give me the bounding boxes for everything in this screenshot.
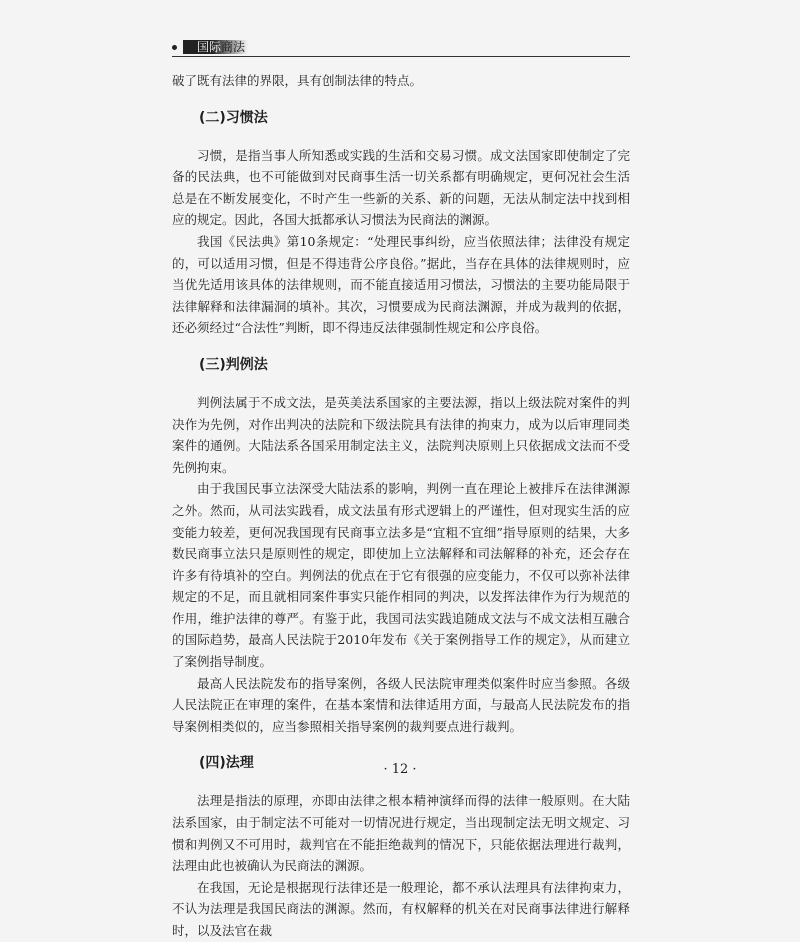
paragraph: 习惯，是指当事人所知悉或实践的生活和交易习惯。成文法国家即使制定了完备的民法典，也不可能做到对民商事生活一切关系都有明确规定，更何况社会生活总是在不断发展变化，不时产生一些新的关系、新的问题，无法从制定法中找到相应的规定。因此，各国大抵都承认习惯法为民商法的渊源。 [172,147,630,228]
section-heading: (二)习惯法 [199,109,268,126]
running-header [172,40,248,54]
book-title-part1: 国际 [197,40,222,54]
paragraph: 我国《民法典》第10条规定：“处理民事纠纷，应当依照法律；法律没有规定的，可以适用习惯，但是不得违背公序良俗。”据此，当存在具体的法律规则时，应当优先适用该具体的法律规则，而不能直接适用习惯法，习惯法的主要功能局限于法律解释和法律漏洞的填补。其次，习惯要成为民商法渊源，并成为裁判的依据，还必须经过“合法性”判断，即不得违反法律强制性规定和公序良俗。 [172,233,630,336]
page-number: · 12 · [383,762,417,777]
section-heading: (三)判例法 [199,356,268,373]
header-rule [172,56,630,57]
page-body [172,70,630,942]
paragraph: 最高人民法院发布的指导案例，各级人民法院审理类似案件时应当参照。各级人民法院正在审理的案件，在基本案情和法律适用方面，与最高人民法院发布的指导案例相类似的，应当参照相关指导案例的裁判要点进行裁判。 [172,675,630,734]
section-heading: (四)法理 [199,755,254,772]
paragraph: 在我国，无论是根据现行法律还是一般理论，都不承认法理具有法律拘束力，不认为法理是我国民商法的渊源。然而，有权解释的机关在对民商事法律进行解释时，以及法官在裁 [172,879,630,938]
book-title-part2: 商法 [221,40,246,54]
paragraph: 破了既有法律的界限，具有创制法律的特点。 [172,73,423,88]
paragraph: 法理是指法的原理，亦即由法律之根本精神演绎而得的法律一般原则。在大陆法系国家，由于制定法不可能对一切情况进行规定，当出现制定法无明文规定、习惯和判例又不可用时，裁判官在不能拒绝裁判的情况下，只能依据法理进行裁判，法理由此也被确认为民商法的渊源。 [172,793,630,874]
paragraph: 判例法属于不成文法，是英美法系国家的主要法源，指以上级法院对案件的判决作为先例，对作出判决的法院和下级法院具有法律的拘束力，成为以后审理同类案件的通例。大陆法系各国采用制定法主义，法院判决原则上只依据成文法而不受先例拘束。 [172,394,630,475]
book-title-tag [183,40,248,54]
paragraph: 由于我国民事立法深受大陆法系的影响，判例一直在理论上被排斥在法律渊源之外。然而，从司法实践看，成文法虽有形式逻辑上的严谨性，但对现实生活的应变能力较差，更何况我国现有民商事立法多是“宜粗不宜细”指导原则的结果，大多数民商事立法只是原则性的规定，即使加上立法解释和司法解释的补充，还会存在许多有待填补的空白。判例法的优点在于它有很强的应变能力，不仅可以弥补法律规定的不足，而且就相同案件事实只能作相同的判决，以发挥法律作为行为规范的作用，维护法律的尊严。有鉴于此，我国司法实践追随成文法与不成文法相互融合的国际趋势，最高人民法院于2010年发布《关于案例指导工作的规定》，从而建立了案例指导制度。 [172,481,630,670]
bullet-icon [172,45,177,50]
